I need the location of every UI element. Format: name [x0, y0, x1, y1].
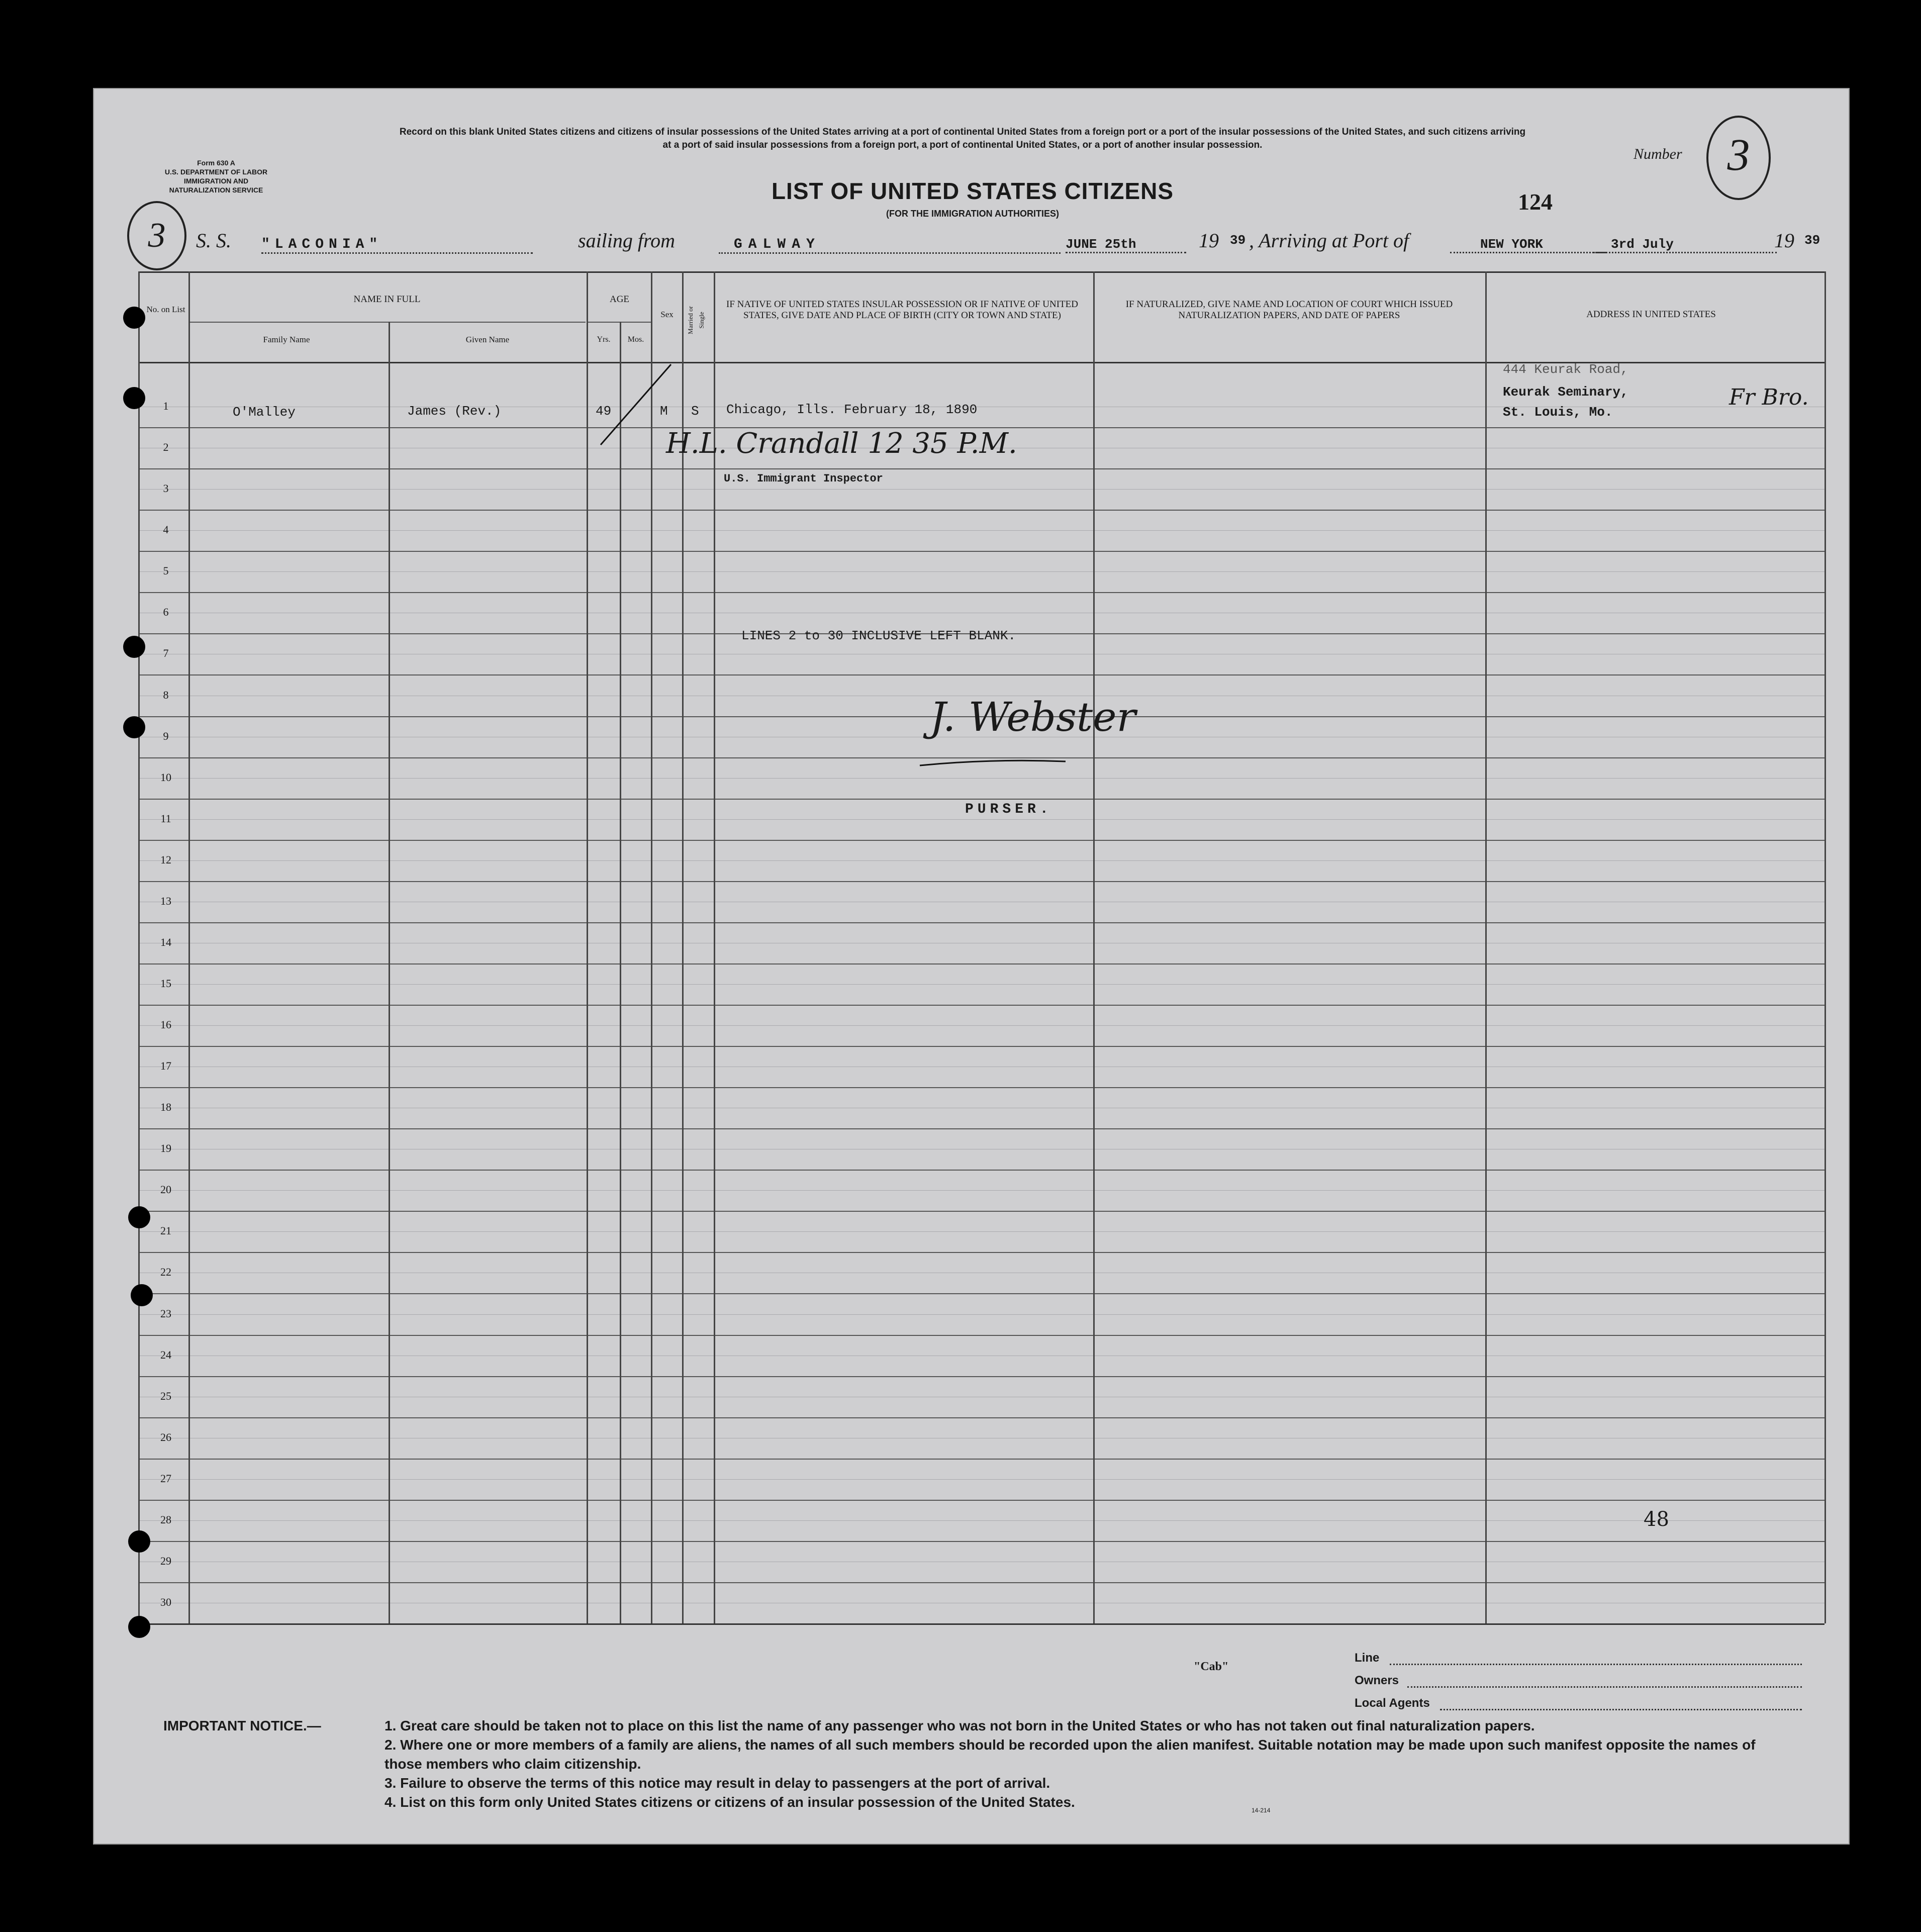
- row-number: 23: [160, 1307, 171, 1320]
- row-number: 13: [160, 894, 171, 907]
- ss-label: S. S.: [196, 229, 231, 252]
- col-rule: [620, 322, 621, 1623]
- row-number: 25: [160, 1389, 171, 1402]
- row-number: 21: [160, 1224, 171, 1237]
- service-line-2: NATURALIZATION SERVICE: [169, 186, 263, 194]
- row-number: 6: [163, 606, 169, 619]
- punch-hole: [128, 1616, 150, 1638]
- col-header-sex: Sex: [660, 310, 674, 319]
- row-subrule: [138, 1025, 1824, 1026]
- row-rule: [138, 1459, 1824, 1460]
- entry-birth: Chicago, Ills. February 18, 1890: [726, 402, 978, 417]
- row-number: 16: [160, 1018, 171, 1031]
- col-header-birth: IF NATIVE OF UNITED STATES INSULAR POSSESSION OR IF NATIVE OF UNITED STATES, GIVE DATE AND PLACE OF BIRTH (CITY OR TOWN AND STATE): [726, 299, 1078, 321]
- arrival-date: 3rd July: [1593, 237, 1777, 253]
- form-code: 14-214: [1252, 1807, 1271, 1814]
- form-number: Form 630 A: [197, 159, 235, 167]
- row-rule: [138, 1170, 1824, 1171]
- row-subrule: [138, 1520, 1824, 1521]
- row-rule: [138, 1293, 1824, 1294]
- inspector-signature: H.L. Crandall 12 35 P.M.: [666, 427, 1017, 460]
- row-rule: [138, 963, 1824, 964]
- blank-lines-note: LINES 2 to 30 INCLUSIVE LEFT BLANK.: [741, 628, 1016, 643]
- arrival-year-prefix: 19: [1774, 229, 1794, 252]
- row-subrule: [138, 860, 1824, 861]
- row-number: 12: [160, 853, 171, 866]
- row-number: 20: [160, 1183, 171, 1196]
- line-label: Line: [1355, 1651, 1380, 1665]
- row-rule: [138, 1005, 1824, 1006]
- punch-hole: [123, 716, 145, 738]
- department-name: U.S. DEPARTMENT OF LABOR: [164, 168, 268, 176]
- row-number: 17: [160, 1059, 171, 1073]
- col-header-family-name: Family Name: [263, 335, 310, 344]
- row-rule: [138, 1417, 1824, 1418]
- col-header-age: AGE: [609, 294, 630, 305]
- line-field: [1390, 1664, 1802, 1665]
- class-of-travel: "Cab": [1194, 1660, 1229, 1673]
- row-number: 7: [163, 647, 169, 660]
- row-subrule: [138, 819, 1824, 820]
- row-rule: [138, 468, 1824, 469]
- margin-note: Fr Bro.: [1729, 384, 1809, 410]
- reference-number: 124: [1518, 189, 1553, 215]
- row-subrule: [138, 984, 1824, 985]
- arrival-port: NEW YORK: [1450, 237, 1606, 253]
- list-number: 3: [1706, 116, 1771, 200]
- row-rule: [138, 674, 1824, 675]
- intro-instructions: Record on this blank United States citizens and citizens of insular possessions of the United States arriving at a port of continental United States from a foreign port or a port of the insular possessions of the United States, and such citizens arriving at a port of said insular possessions from a foreign port, a port of continental United States, or a port of another insular possession.: [399, 127, 1526, 150]
- row-number: 28: [160, 1513, 171, 1526]
- table-top-border: [138, 271, 1824, 273]
- row-rule: [138, 840, 1824, 841]
- entry-address-line1: 444 Keurak Road,: [1503, 362, 1628, 377]
- col-rule: [651, 271, 652, 1623]
- row-rule: [138, 510, 1824, 511]
- row-number: 15: [160, 977, 171, 990]
- row-rule: [138, 1500, 1824, 1501]
- table-bottom-border: [138, 1623, 1824, 1625]
- row-number: 2: [163, 441, 169, 454]
- col-header-no: No. on List: [146, 305, 185, 314]
- row-number: 11: [160, 812, 171, 825]
- row-subrule: [138, 489, 1824, 490]
- col-rule: [138, 271, 140, 1623]
- service-line-1: IMMIGRATION AND: [183, 177, 249, 185]
- col-rule: [1824, 271, 1826, 1623]
- col-header-address: ADDRESS IN UNITED STATES: [1586, 309, 1716, 320]
- row-number: 8: [163, 688, 169, 701]
- row-number: 24: [160, 1348, 171, 1361]
- row-number: 30: [160, 1595, 171, 1608]
- page-title: LIST OF UNITED STATES CITIZENS: [771, 178, 1174, 204]
- row-rule: [138, 1128, 1824, 1129]
- entry-given-name: James (Rev.): [407, 404, 502, 419]
- notice-item-4: 4. List on this form only United States citizens or citizens of an insular possession of the United States.: [385, 1794, 1075, 1810]
- row-subrule: [138, 1190, 1824, 1191]
- col-header-name: NAME IN FULL: [353, 294, 421, 305]
- local-agents-label: Local Agents: [1355, 1696, 1430, 1710]
- arrival-year: 39: [1804, 233, 1820, 248]
- row-subrule: [138, 778, 1824, 779]
- departure-year: 39: [1230, 233, 1246, 248]
- row-number: 29: [160, 1554, 171, 1567]
- notice-label: IMPORTANT NOTICE.—: [163, 1718, 321, 1733]
- row-number: 22: [160, 1266, 171, 1279]
- row-rule: [138, 592, 1824, 593]
- row-rule: [138, 1582, 1824, 1583]
- row-rule: [138, 1541, 1824, 1542]
- col-rule: [587, 271, 588, 1623]
- punch-hole: [123, 387, 145, 409]
- entry-address-line3: St. Louis, Mo.: [1503, 405, 1613, 420]
- page-count: 48: [1644, 1508, 1669, 1531]
- row-subrule: [138, 530, 1824, 531]
- row-subrule: [138, 1231, 1824, 1232]
- punch-hole: [128, 1530, 150, 1553]
- owners-field: [1407, 1686, 1802, 1688]
- number-label: Number: [1634, 146, 1682, 162]
- row-subrule: [138, 1479, 1824, 1480]
- entry-family-name: O'Malley: [233, 405, 296, 420]
- sailing-from-label: sailing from: [578, 229, 675, 252]
- row-rule: [138, 1252, 1824, 1253]
- col-rule: [389, 322, 390, 1623]
- signature-flourish: [917, 756, 1068, 771]
- manifest-page: [93, 88, 1850, 1845]
- row-rule: [138, 1087, 1824, 1088]
- entry-address-line2: Keurak Seminary,: [1503, 384, 1628, 400]
- margin-circled-number: 3: [127, 201, 186, 270]
- row-rule: [138, 1335, 1824, 1336]
- col-header-given-name: Given Name: [465, 335, 510, 344]
- col-rule: [714, 271, 715, 1623]
- row-rule: [138, 799, 1824, 800]
- arriving-label: , Arriving at Port of: [1249, 229, 1409, 252]
- row-number: 14: [160, 935, 171, 948]
- row-rule: [138, 1046, 1824, 1047]
- entry-marital-status: S: [691, 404, 699, 419]
- departure-date: JUNE 25th: [1066, 237, 1186, 253]
- row-number: 3: [163, 482, 169, 495]
- row-rule: [138, 922, 1824, 923]
- row-subrule: [138, 1314, 1824, 1315]
- inspector-title: U.S. Immigrant Inspector: [724, 472, 883, 485]
- row-number: 5: [163, 564, 169, 577]
- row-number: 18: [160, 1101, 171, 1114]
- col-rule: [682, 271, 684, 1623]
- entry-age-years: 49: [596, 404, 612, 419]
- purser-label: PURSER.: [965, 802, 1052, 817]
- col-rule: [1093, 271, 1095, 1623]
- col-header-yrs: Yrs.: [597, 335, 611, 344]
- entry-sex: M: [660, 404, 668, 419]
- punch-hole: [131, 1284, 153, 1306]
- purser-signature: J. Webster: [930, 694, 1136, 740]
- row-rule: [138, 1376, 1824, 1377]
- row-rule: [138, 551, 1824, 552]
- departure-port: GALWAY: [719, 237, 1061, 254]
- row-number: 10: [160, 770, 171, 784]
- col-header-mos: Mos.: [627, 335, 644, 344]
- form-identifier: [141, 158, 292, 195]
- ship-name: "LACONIA": [261, 237, 533, 254]
- col-header-naturalized: IF NATURALIZED, GIVE NAME AND LOCATION OF COURT WHICH ISSUED NATURALIZATION PAPERS, AND DATE OF PAPERS: [1125, 299, 1453, 321]
- row-subrule: [138, 571, 1824, 572]
- row-number: 9: [163, 729, 169, 742]
- row-number: 4: [163, 523, 169, 536]
- page-subtitle: (FOR THE IMMIGRATION AUTHORITIES): [886, 209, 1059, 219]
- punch-hole: [128, 1206, 150, 1228]
- row-number: 27: [160, 1472, 171, 1485]
- col-rule: [188, 271, 190, 1623]
- col-rule: [1485, 271, 1487, 1623]
- notice-item-1: 1. Great care should be taken not to place on this list the name of any passenger who was not born in the United States or who has not taken out final naturalization papers.: [385, 1718, 1535, 1733]
- row-number: 19: [160, 1142, 171, 1155]
- owners-label: Owners: [1355, 1674, 1399, 1687]
- departure-year-prefix: 19: [1199, 229, 1219, 252]
- row-number: 1: [163, 400, 169, 413]
- row-rule: [138, 1211, 1824, 1212]
- notice-item-3: 3. Failure to observe the terms of this notice may result in delay to passengers at the port of arrival.: [385, 1775, 1050, 1791]
- punch-hole: [123, 307, 145, 329]
- local-agents-field: [1440, 1709, 1802, 1710]
- name-subheader-rule: [188, 322, 586, 323]
- row-number: 26: [160, 1430, 171, 1443]
- row-rule: [138, 881, 1824, 882]
- col-header-married-single: Married or Single: [687, 306, 705, 334]
- notice-item-2: 2. Where one or more members of a family are aliens, the names of all such members should be recorded upon the alien manifest. Suitable notation may be made upon such manifest opposite the names of those members who claim citizenship.: [385, 1737, 1756, 1772]
- punch-hole: [123, 636, 145, 658]
